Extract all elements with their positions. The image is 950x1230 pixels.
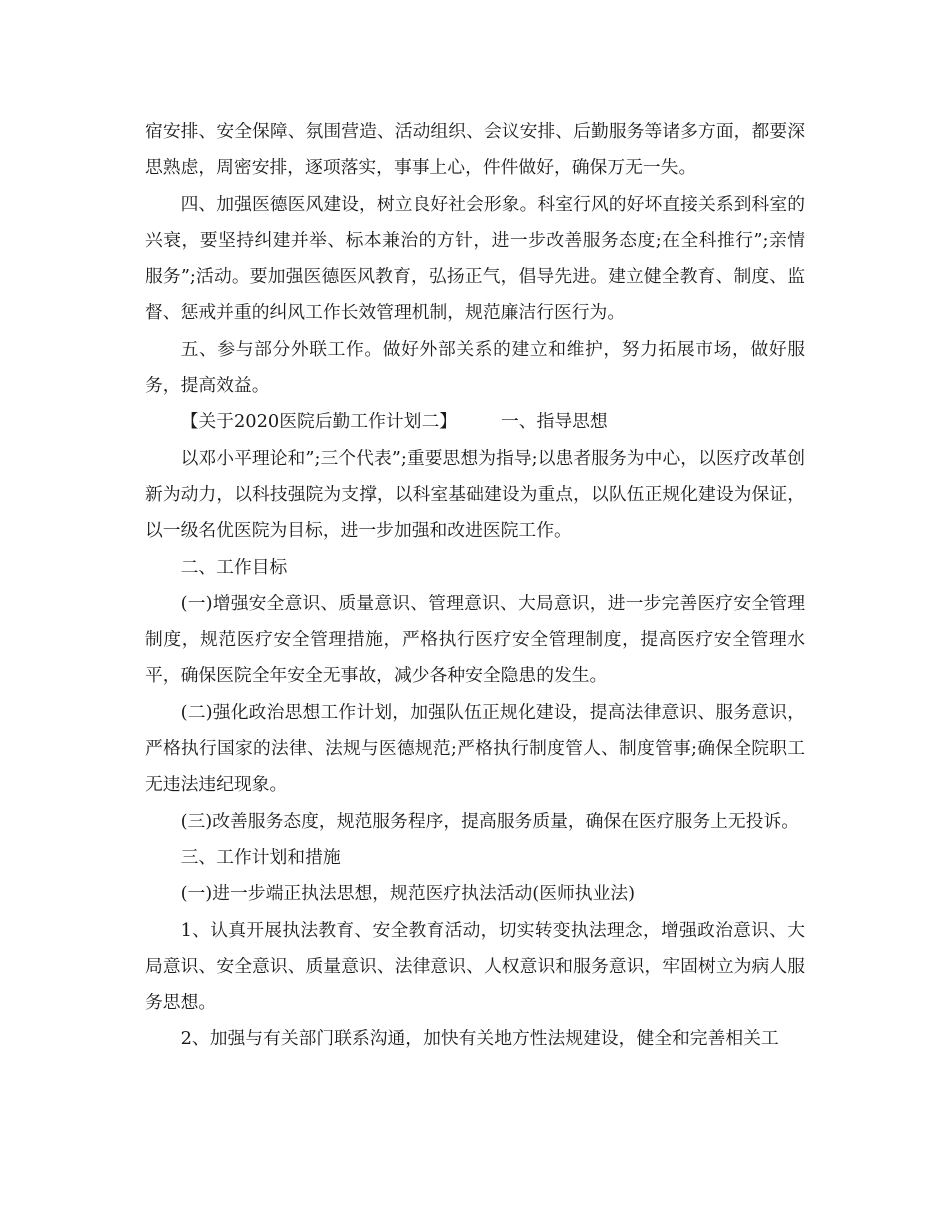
heading-title: 【关于2020医院后勤工作计划二】 bbox=[180, 411, 458, 433]
paragraph: 宿安排、安全保障、氛围营造、活动组织、会议安排、后勤服务等诸多方面，都要深思熟虑，周密安排，逐项落实，事事上心，件件做好，确保万无一失。 bbox=[145, 121, 805, 179]
section-heading: 二、工作目标 bbox=[180, 556, 288, 578]
paragraph: (二)强化政治思想工作计划，加强队伍正规化建设，提高法律意识、服务意识，严格执行国家的法律、法规与医德规范;严格执行制度管人、制度管事;确保全院职工无违法违纪现象。 bbox=[145, 701, 805, 796]
paragraph: 1、认真开展执法教育、安全教育活动，切实转变执法理念，增强政治意识、大局意识、安全意识、质量意识、法律意识、人权意识和服务意识，牢固树立为病人服务思想。 bbox=[145, 919, 805, 1014]
paragraph: 五、参与部分外联工作。做好外部关系的建立和维护，努力拓展市场，做好服务，提高效益。 bbox=[145, 338, 805, 397]
paragraph: (一)增强安全意识、质量意识、管理意识、大局意识，进一步完善医疗安全管理制度，规范医疗安全管理措施，严格执行医疗安全管理制度，提高医疗安全管理水平，确保医院全年安全无事故，减少各种安全隐患的发生。 bbox=[145, 592, 805, 687]
paragraph: 以邓小平理论和”;三个代表”;重要思想为指导;以患者服务为中心，以医疗改革创新为动力，以科技强院为支撑，以科室基础建设为重点，以队伍正规化建设为保证，以一级名优医院为目标，进一步加强和改进医院工作。 bbox=[145, 447, 805, 542]
heading-subtitle: 一、指导思想 bbox=[501, 411, 608, 433]
paragraph: 四、加强医德医风建设，树立良好社会形象。科室行风的好坏直接关系到科室的兴衰，要坚持纠建并举、标本兼治的方针，进一步改善服务态度;在全科推行”;亲情服务”;活动。要加强医德医风教育，弘扬正气，倡导先进。建立健全教育、制度、监督、惩戒并重的纠风工作长效管理机制，规范廉洁行医行为。 bbox=[145, 193, 805, 324]
subsection-heading: (一)进一步端正执法思想，规范医疗执法活动(医师执业法) bbox=[180, 883, 636, 905]
section-heading bbox=[145, 404, 805, 440]
section-heading: 三、工作计划和措施 bbox=[180, 846, 341, 868]
paragraph: (三)改善服务态度，规范服务程序，提高服务质量，确保在医疗服务上无投诉。 bbox=[180, 810, 800, 832]
document-body bbox=[145, 114, 805, 1058]
paragraph: 2、加强与有关部门联系沟通，加快有关地方性法规建设，健全和完善相关工 bbox=[180, 1028, 779, 1050]
